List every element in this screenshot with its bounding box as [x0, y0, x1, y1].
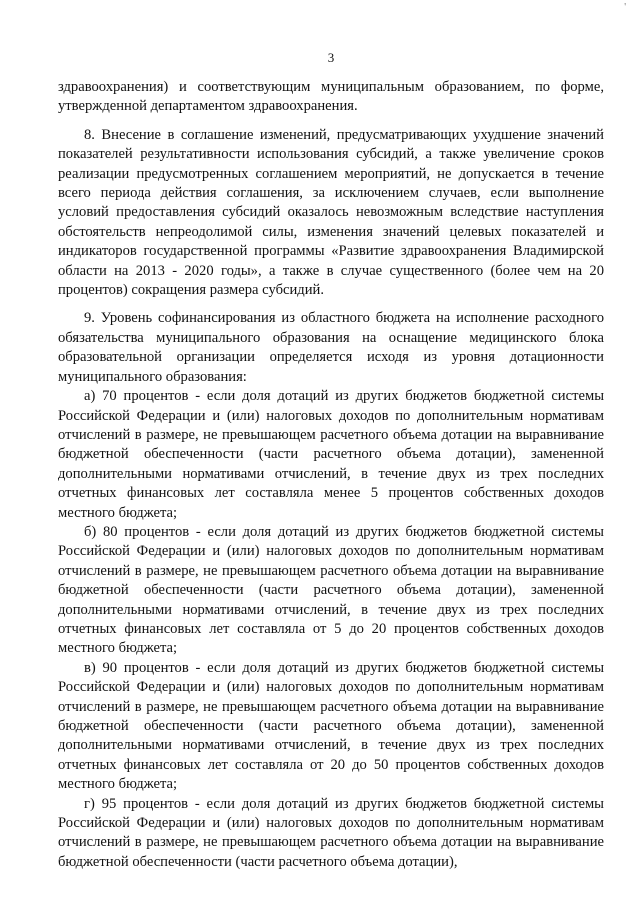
page-number: 3 — [327, 50, 335, 65]
paragraph-8: 8. Внесение в соглашение изменений, предусматривающих ухудшение значений показателей результативности использования субсидий, а также увеличение сроков реализации предусмотренных соглашением мероприятий, не допускается в течение всего периода действия соглашения, за исключением случаев, если выполнение условий предоставления субсидий оказалось невозможным вследствие наступления обстоятельств непреодолимой силы, изменения значений целевых показателей и индикаторов государственной программы «Развитие здравоохранения Владимирской области на 2013 - 2020 годы», а также в случае существенного (более чем на 20 процентов) сокращения размера субсидий. — [58, 126, 604, 299]
list-item-g: г) 95 процентов - если доля дотаций из других бюджетов бюджетной системы Российской Федерации и (или) налоговых доходов по дополнительным нормативам отчислений в размере, не превышающем расчетного объема дотации на выравнивание бюджетной обеспеченности (части расчетного объема дотации), — [58, 795, 604, 870]
corner-mark: ' — [624, 2, 626, 13]
paragraph-9: 9. Уровень софинансирования из областного бюджета на исполнение расходного обязательства муниципального образования на оснащение медицинского блока образовательной организации определяется исходя из уровня дотационности муниципального образования: — [58, 310, 604, 385]
paragraph-continuation: здравоохранения) и соответствующим муниципальным образованием, по форме, утвержденной департаментом здравоохранения. — [58, 79, 604, 115]
list-item-v: в) 90 процентов - если доля дотаций из других бюджетов бюджетной системы Российской Федерации и (или) налоговых доходов по дополнительным нормативам отчислений в размере, не превышающем расчетного объема дотации на выравнивание бюджетной обеспеченности (части расчетного объема дотации), замененной дополнительными нормативами отчислений, в течение двух из трех последних отчетных финансовых лет составляла от 20 до 50 процентов собственных доходов местного бюджета; — [58, 659, 604, 793]
list-item-b: б) 80 процентов - если доля дотаций из других бюджетов бюджетной системы Российской Федерации и (или) налоговых доходов по дополнительным нормативам отчислений в размере, не превышающем расчетного объема дотации на выравнивание бюджетной обеспеченности (части расчетного объема дотации), замененной дополнительными нормативами отчислений, в течение двух из трех последних отчетных финансовых лет составляла от 5 до 20 процентов собственных доходов местного бюджета; — [58, 523, 604, 657]
list-item-a: а) 70 процентов - если доля дотаций из других бюджетов бюджетной системы Российской Федерации и (или) налоговых доходов по дополнительным нормативам отчислений в размере, не превышающем расчетного объема дотации на выравнивание бюджетной обеспеченности (части расчетного объема дотации), замененной дополнительными нормативами отчислений, в течение двух из трех последних отчетных финансовых лет составляла менее 5 процентов собственных доходов местного бюджета; — [58, 388, 604, 521]
